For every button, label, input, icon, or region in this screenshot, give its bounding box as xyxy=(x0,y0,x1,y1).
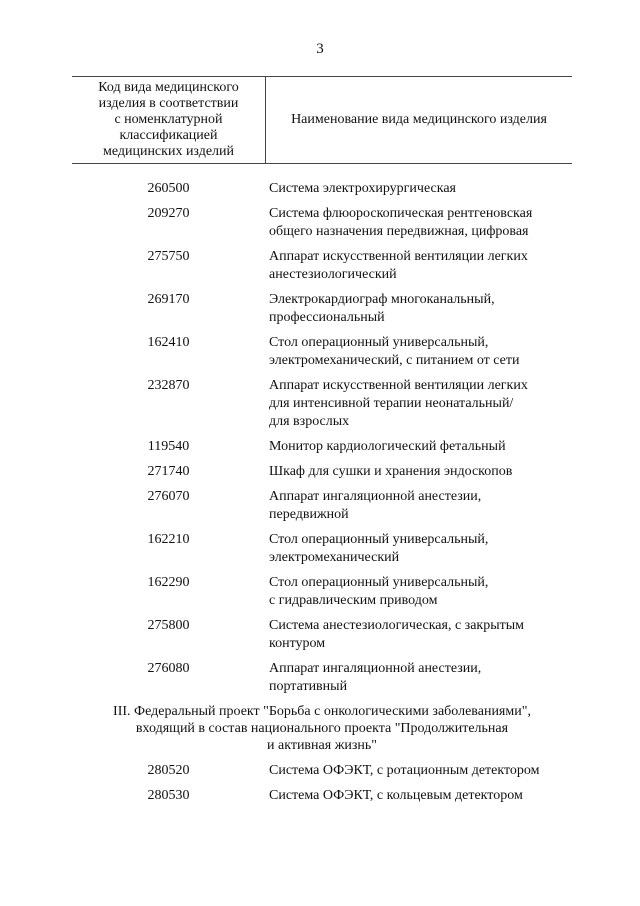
device-name-line: Система анестезиологическая, с закрытым xyxy=(269,618,525,633)
device-name xyxy=(265,787,572,805)
device-name-line: Электрокардиограф многоканальный, xyxy=(269,292,495,307)
device-name-line: Стол операционный универсальный, xyxy=(269,335,489,350)
device-name-line: контуром xyxy=(269,636,326,651)
device-name-line: Монитор кардиологический фетальный xyxy=(269,439,506,454)
table-row xyxy=(72,463,572,481)
device-code: 275800 xyxy=(147,618,190,633)
device-code: 209270 xyxy=(147,206,190,221)
device-name-line: Система флюороскопическая рентгеновская xyxy=(269,206,533,221)
device-name-line: передвижной xyxy=(269,507,349,522)
device-code: 162290 xyxy=(147,575,190,590)
header-name-column: Наименование вида медицинского изделия xyxy=(291,112,547,127)
section-heading-line: и активная жизнь" xyxy=(267,738,377,753)
device-code: 275750 xyxy=(147,249,190,264)
section-heading-line: III. Федеральный проект "Борьба с онкологическими заболеваниями", xyxy=(113,704,531,719)
device-name xyxy=(265,377,572,431)
table-row xyxy=(72,488,572,524)
header-code-column xyxy=(72,80,265,160)
section-heading-line: входящий в состав национального проекта "Продолжительная xyxy=(135,721,509,736)
device-name xyxy=(265,248,572,284)
header-code-line: медицинских изделий xyxy=(102,144,235,159)
device-name-line: Стол операционный универсальный, xyxy=(269,575,489,590)
device-name-line: для интенсивной терапии неонатальный/ xyxy=(269,396,514,411)
table-row xyxy=(72,180,572,198)
header-code-line: изделия в соответствии xyxy=(98,96,239,111)
device-name-line: анестезиологический xyxy=(269,267,397,282)
device-name-line: портативный xyxy=(269,679,348,694)
device-code: 280530 xyxy=(147,788,190,803)
table-row xyxy=(72,660,572,696)
device-name xyxy=(265,660,572,696)
device-code: 276080 xyxy=(147,661,190,676)
table-row xyxy=(72,291,572,327)
device-name xyxy=(265,531,572,567)
table-row xyxy=(72,248,572,284)
table-row xyxy=(72,377,572,431)
device-name xyxy=(265,488,572,524)
table-row xyxy=(72,334,572,370)
table-row xyxy=(72,574,572,610)
header-code-line: с номенклатурной xyxy=(114,112,223,127)
device-code: 232870 xyxy=(147,378,190,393)
section-heading xyxy=(52,703,592,754)
header-code-line: классификацией xyxy=(119,128,218,143)
device-name-line: Аппарат ингаляционной анестезии, xyxy=(269,661,482,676)
table-row xyxy=(72,205,572,241)
header-code-line: Код вида медицинского xyxy=(98,80,239,95)
device-name-line: Аппарат искусственной вентиляции легких xyxy=(269,249,528,264)
page-number: 3 xyxy=(316,41,324,57)
device-name xyxy=(265,617,572,653)
device-code: 269170 xyxy=(147,292,190,307)
table-row xyxy=(72,531,572,567)
device-code: 276070 xyxy=(147,489,190,504)
device-name-line: Стол операционный универсальный, xyxy=(269,532,489,547)
device-name-line: электромеханический, с питанием от сети xyxy=(269,353,520,368)
device-code: 260500 xyxy=(147,181,190,196)
device-name-line: Шкаф для сушки и хранения эндоскопов xyxy=(269,464,513,479)
device-name xyxy=(265,574,572,610)
device-name-line: для взрослых xyxy=(269,414,350,429)
table-body xyxy=(72,180,572,812)
device-name xyxy=(265,291,572,327)
device-code: 119540 xyxy=(147,439,190,454)
device-code: 162410 xyxy=(147,335,190,350)
device-name xyxy=(265,762,572,780)
device-name-line: общего назначения передвижная, цифровая xyxy=(269,224,529,239)
device-name xyxy=(265,438,572,456)
table-row xyxy=(72,787,572,805)
device-name-line: с гидравлическим приводом xyxy=(269,593,438,608)
device-name-line: Система ОФЭКТ, с ротационным детектором xyxy=(269,763,540,778)
table-row xyxy=(72,617,572,653)
device-name xyxy=(265,463,572,481)
device-name-line: Система электрохирургическая xyxy=(269,181,456,196)
table-row xyxy=(72,438,572,456)
device-name-line: электромеханический xyxy=(269,550,400,565)
device-name xyxy=(265,180,572,198)
device-name-line: профессиональный xyxy=(269,310,385,325)
device-code: 271740 xyxy=(147,464,190,479)
device-code: 280520 xyxy=(147,763,190,778)
device-name-line: Аппарат искусственной вентиляции легких xyxy=(269,378,528,393)
device-name-line: Аппарат ингаляционной анестезии, xyxy=(269,489,482,504)
device-name-line: Система ОФЭКТ, с кольцевым детектором xyxy=(269,788,523,803)
device-code: 162210 xyxy=(147,532,190,547)
table-row xyxy=(72,762,572,780)
device-name xyxy=(265,205,572,241)
device-name xyxy=(265,334,572,370)
table-header xyxy=(72,76,572,164)
